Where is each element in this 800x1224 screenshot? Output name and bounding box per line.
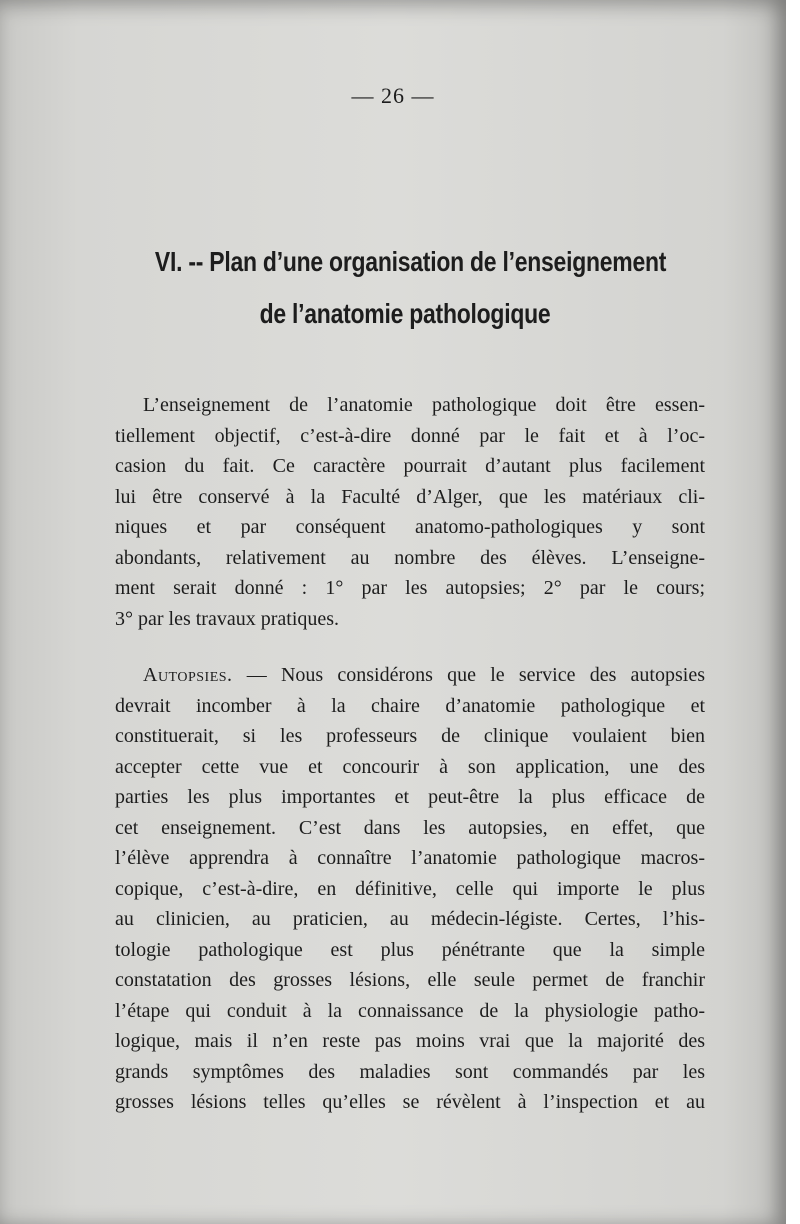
text-line: niques et par conséquent anatomo-pathologiques y sont <box>115 516 705 538</box>
text-line: au clinicien, au praticien, au médecin-légiste. Certes, l’his- <box>115 908 705 930</box>
text-line: L’enseignement de l’anatomie pathologique doit être essen- <box>143 394 705 416</box>
text-line: parties les plus importantes et peut-être la plus efficace de <box>115 786 705 808</box>
autopsies-heading: Autopsies. <box>143 664 233 686</box>
text-line: l’élève apprendra à connaître l’anatomie pathologique macros- <box>115 847 705 869</box>
text-line: lui être conservé à la Faculté d’Alger, que les matériaux cli- <box>115 485 705 508</box>
text-line: copique, c’est-à-dire, en définitive, celle qui importe le plus <box>115 877 705 900</box>
text-line: 3° par les travaux pratiques. <box>115 607 340 630</box>
text-line: tiellement objectif, c’est-à-dire donné par le fait et à l’oc- <box>115 424 705 447</box>
text-line: constituerait, si les professeurs de clinique voulaient bien <box>115 725 705 747</box>
text-line: l’étape qui conduit à la connaissance de la physiologie patho- <box>115 999 705 1022</box>
paragraph-enseignement <box>115 390 705 634</box>
text-line-rest: — Nous considérons que le service des autopsies <box>232 664 705 686</box>
text-line: logique, mais il n’en reste pas moins vrai que la majorité des <box>115 1030 705 1052</box>
section-title-line-2: de l’anatomie pathologique <box>259 298 551 329</box>
text-line: casion du fait. Ce caractère pourrait d’autant plus facilement <box>115 455 705 477</box>
page-number: — 26 — <box>351 83 435 108</box>
text-line: ment serait donné : 1° par les autopsies; 2° par le cours; <box>115 577 705 599</box>
text-line: cet enseignement. C’est dans les autopsies, en effet, que <box>115 816 705 839</box>
text-line: accepter cette vue et concourir à son application, une des <box>115 755 705 778</box>
text-line: abondants, relativement au nombre des élèves. L’enseigne- <box>115 546 705 569</box>
section-title <box>100 236 710 340</box>
text-line: devrait incomber à la chaire d’anatomie pathologique et <box>115 694 705 717</box>
text-line <box>115 660 705 691</box>
text-line: grosses lésions telles qu’elles se révèlent à l’inspection et au <box>115 1091 705 1113</box>
text-line: grands symptômes des maladies sont commandés par les <box>115 1060 705 1083</box>
section-title-line-1: VI. -- Plan d’une organisation de l’enseignement <box>154 246 667 277</box>
text-line: tologie pathologique est plus pénétrante que la simple <box>115 938 705 961</box>
text-line: constatation des grosses lésions, elle seule permet de franchir <box>115 969 705 991</box>
paragraph-autopsies <box>115 660 705 1118</box>
